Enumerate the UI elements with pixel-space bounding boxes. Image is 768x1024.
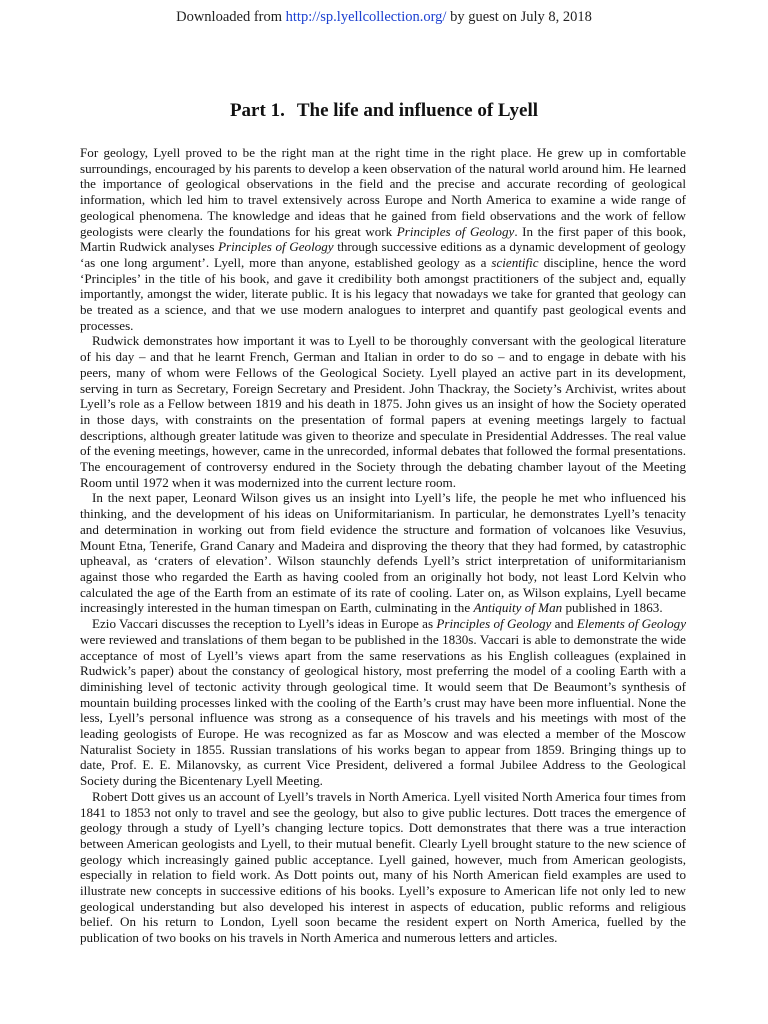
- banner-prefix: Downloaded from: [176, 9, 286, 25]
- page-title: [0, 100, 768, 122]
- banner-suffix: by guest on July 8, 2018: [446, 9, 592, 25]
- italic-title: Principles of Geology: [396, 223, 515, 239]
- paragraph: In the next paper, Leonard Wilson gives us an insight into Lyell’s life, the people he met who influenced his thinking, and the development of his ideas on Uniformitarianism. In particular, he demonstrates Lyell’s tenacity and determination in working out from field evidence the structure and formation of volcanoes like Vesuvius, Mount Etna, Tenerife, Grand Canary and Madeira and disproving the theory that they had formed, by catastrophic upheaval, as ‘craters of elevation’. Wilson staunchly defends Lyell’s strict interpretation of uniformitarianism against those who regarded the Earth as having cooled from an originally hot body, not least Lord Kelvin who calculated the age of the Earth from an estimate of its rate of cooling. Later on, as Wilson explains, Lyell became increasingly interested in the human timespan on Earth, culminating in the Antiquity of Man published in 1863.: [80, 490, 686, 616]
- part-title: The life and influence of Lyell: [296, 100, 539, 121]
- paragraph: For geology, Lyell proved to be the right man at the right time in the right place. He grew up in comfortable surroundings, encouraged by his parents to develop a keen observation of the natural world around him. He learned the importance of geological observations in the field and the precise and accurate recording of geological information, which led him to travel extensively across Europe and North America to examine a wide range of geological phenomena. The knowledge and ideas that he gained from field observations and the work of fellow geologists were clearly the foundations for his great work Principles of Geology. In the first paper of this book, Martin Rudwick analyses Principles of Geology through successive editions as a dynamic development of geology ‘as one long argument’. Lyell, more than anyone, established geology as a scientific discipline, hence the word ‘Principles’ in the title of his book, and gave it credibility both amongst practitioners of the subject and, equally importantly, amongst the wider, literate public. It is his legacy that nowadays we take for granted that geology can be treated as a science, and that we use modern analogues to interpret and quantify past geological events and processes.: [80, 145, 686, 333]
- italic-title: Principles of Geology: [436, 616, 552, 632]
- italic-title: Antiquity of Man: [473, 600, 563, 616]
- source-link[interactable]: http://sp.lyellcollection.org/: [285, 9, 447, 25]
- paragraph: Robert Dott gives us an account of Lyell’s travels in North America. Lyell visited North America four times from 1841 to 1853 not only to travel and see the geology, but also to give public lectures. Dott traces the emergence of geology through a study of Lyell’s changing lecture topics. Dott demonstrates that there was a true interaction between American geologists and Lyell, to their mutual benefit. Clearly Lyell brought stature to the new science of geology which increasingly gained public acceptance. Lyell gained, however, much from American geologists, especially in relation to field work. As Dott points out, many of his North American field examples are used to illustrate new concepts in successive editions of his books. Lyell’s exposure to American life not only led to new geological understanding but also developed his interest in aspects of education, public reforms and religious belief. On his return to London, Lyell soon became the resident expert on North America, fuelled by the publication of two books on his travels in North America and numerous letters and articles.: [80, 788, 686, 946]
- download-banner: [0, 9, 768, 26]
- italic-title: scientific: [491, 254, 539, 270]
- part-number: Part 1.: [229, 100, 285, 121]
- italic-title: Elements of Geology: [576, 616, 687, 632]
- paragraph: Rudwick demonstrates how important it was to Lyell to be thoroughly conversant with the geological literature of his day – and that he learnt French, German and Italian in order to do so – and to engage in debate with his peers, many of whom were Fellows of the Geological Society. Lyell played an active part in its development, serving in turn as Secretary, Foreign Secretary and President. John Thackray, the Society’s Archivist, writes about Lyell’s role as a Fellow between 1819 and his death in 1875. John gives us an insight of how the Society operated in those days, with constraints on the presentation of formal papers at evening meetings largely to factual descriptions, although greater latitude was given to theorize and speculate in Presidential Addresses. The real value of the evening meetings, however, came in the unrecorded, informal debates that followed the formal presentations. The encouragement of controversy endured in the Society through the debating chamber layout of the Meeting Room until 1972 when it was modernized into the current lecture room.: [80, 333, 686, 490]
- paragraph: Ezio Vaccari discusses the reception to Lyell’s ideas in Europe as Principles of Geology and Elements of Geology were reviewed and translations of them began to be published in the 1830s. Vaccari is able to demonstrate the wide acceptance of most of Lyell’s views apart from the same reservations as his English colleagues (explained in Rudwick’s paper) about the constancy of geological history, most preferring the model of a cooling Earth with a diminishing level of tectonic activity through geological time. It would seem that De Beaumont’s synthesis of mountain building processes linked with the cooling of the Earth’s crust may have been more influential. None the less, Lyell’s personal influence was strong as a consequence of his travels and his meetings with most of the leading geologists of Europe. He was recognized as far as Moscow and was elected a member of the Moscow Naturalist Society in 1855. Russian translations of his works began to appear from 1859. Bringing things up to date, Prof. E. E. Milanovsky, as current Vice President, delivered a formal Jubilee Address to the Geological Society during the Bicentenary Lyell Meeting.: [80, 616, 687, 789]
- italic-title: Principles of Geology: [218, 239, 334, 255]
- article-body: [80, 145, 686, 946]
